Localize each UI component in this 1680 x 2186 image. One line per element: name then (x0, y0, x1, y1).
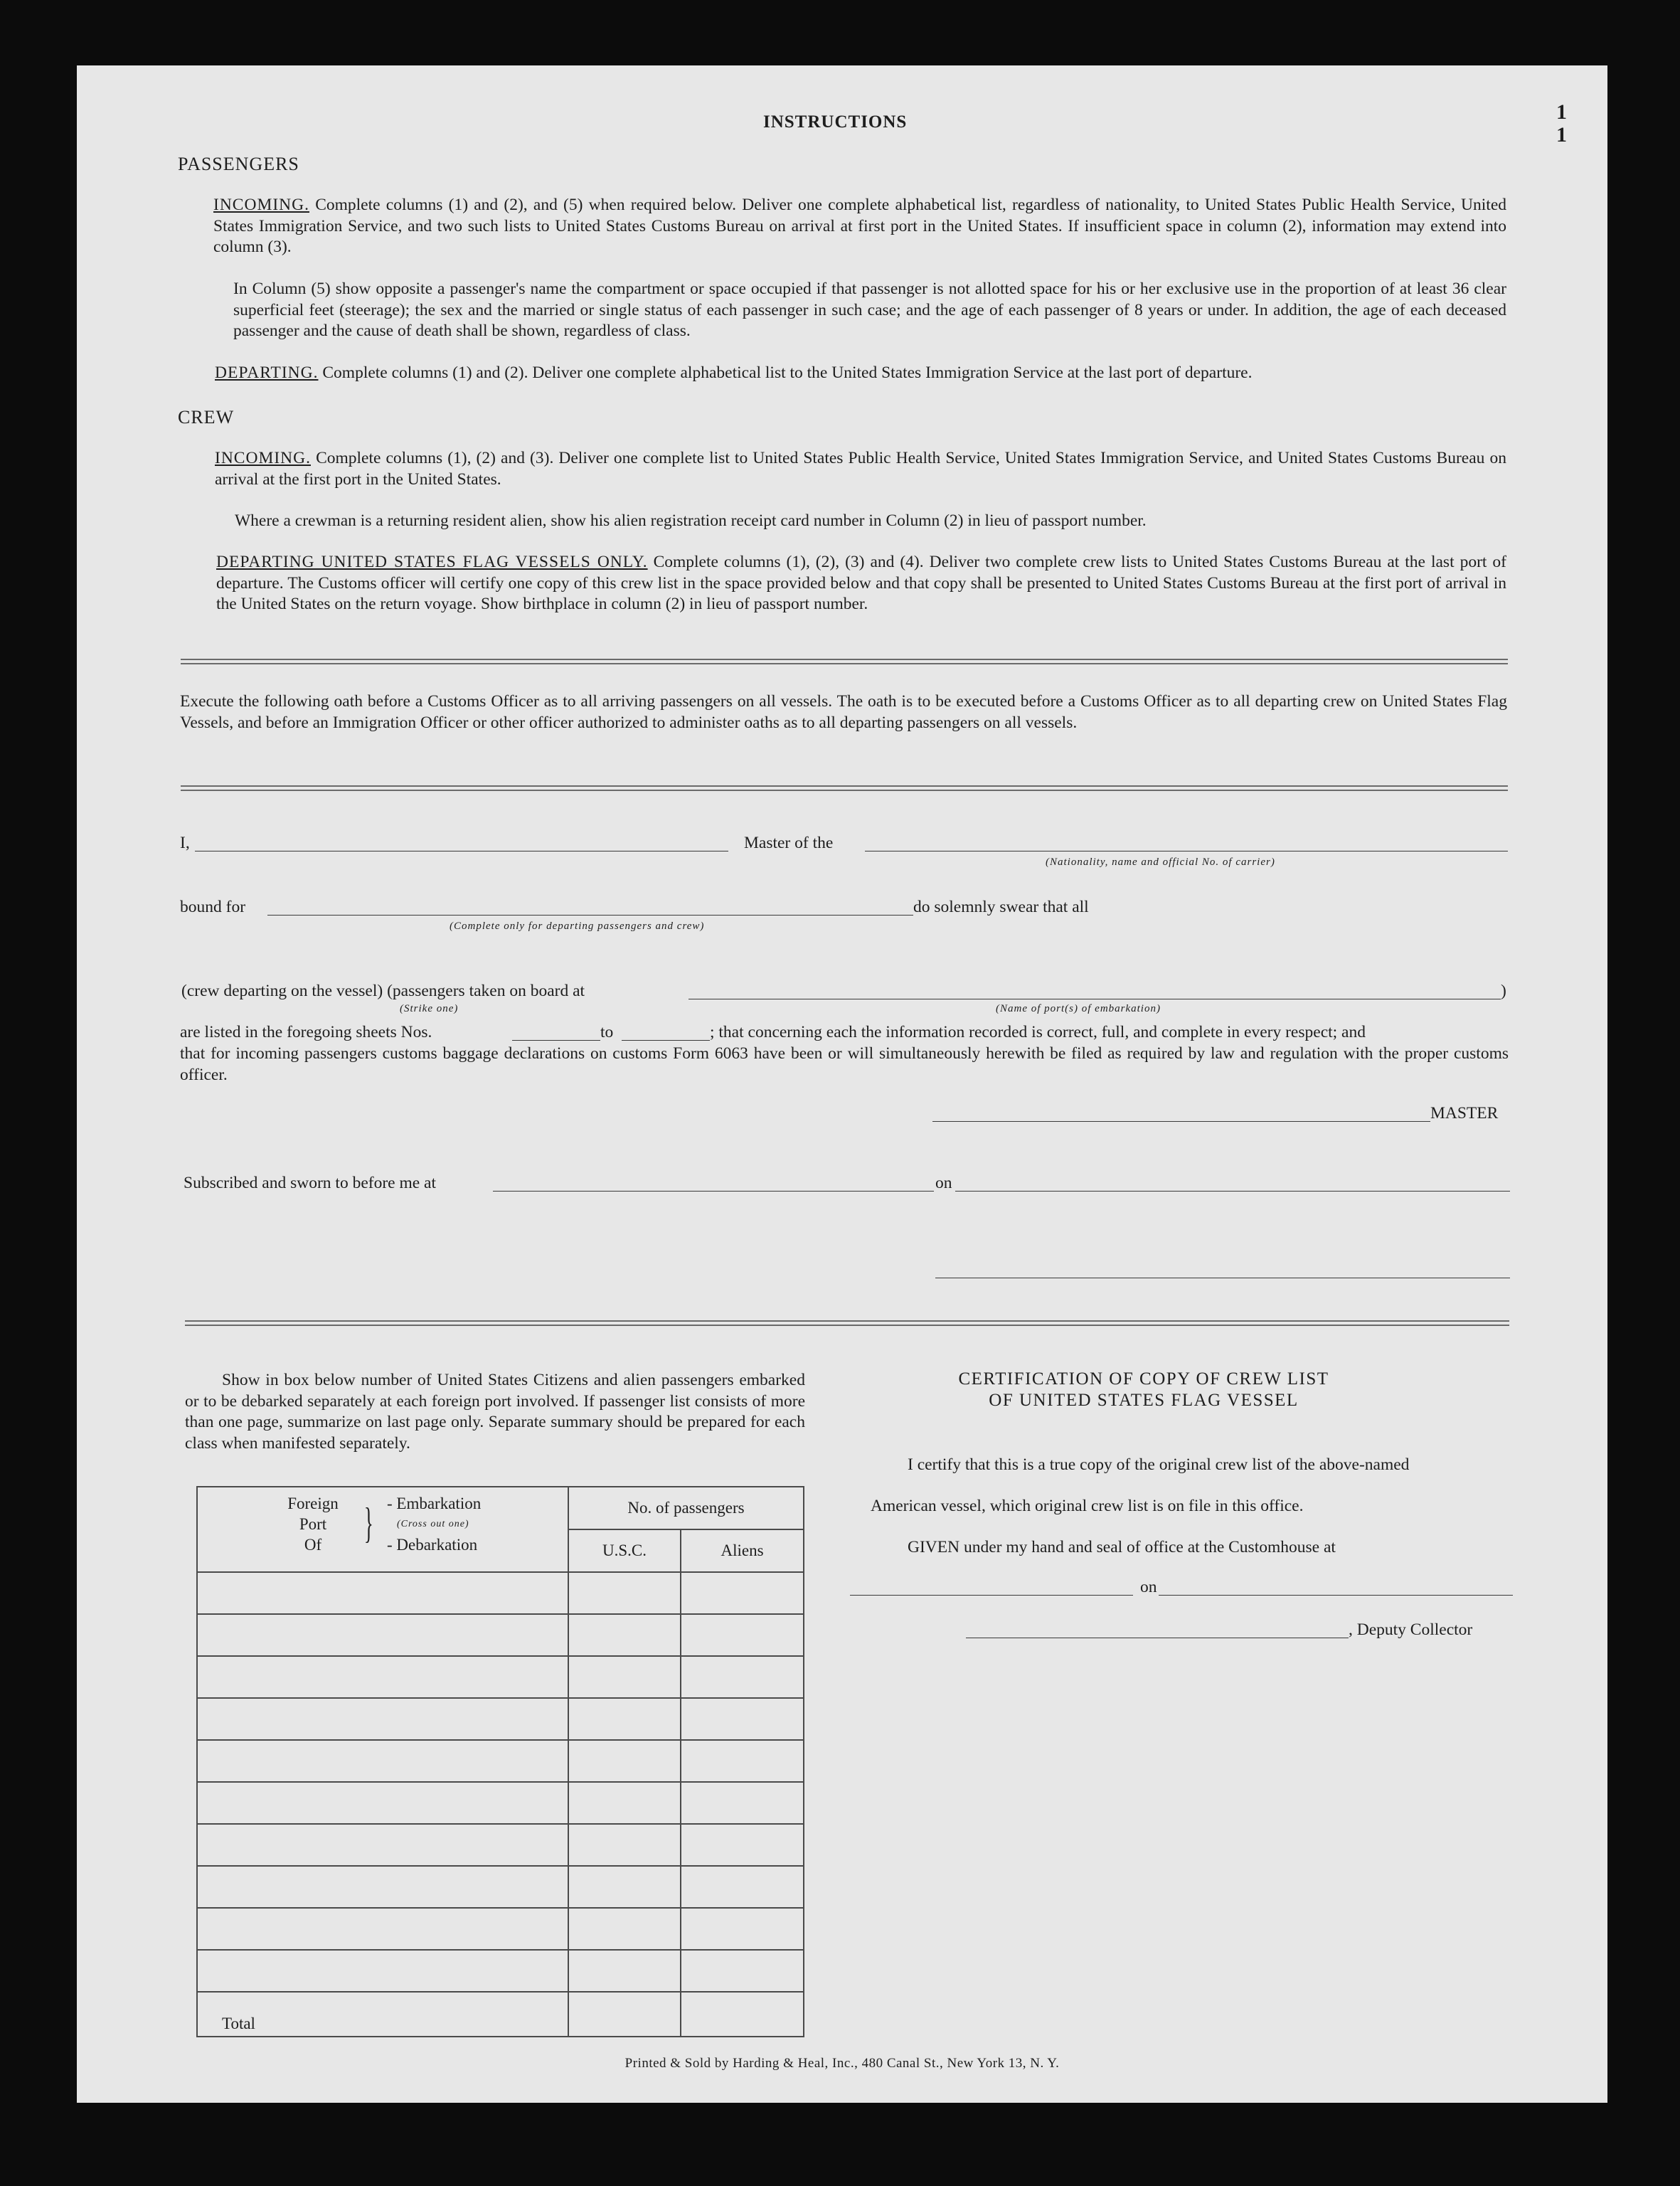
passenger-summary-table (196, 1486, 804, 2037)
listed-to-label: to (600, 1023, 614, 1041)
certify-line1: I certify that this is a true copy of the original crew list of the above-named (908, 1455, 1410, 1474)
cert-on-label: on (1140, 1578, 1157, 1596)
sworn-date-field[interactable] (955, 1191, 1510, 1192)
total-label: Total (197, 1992, 568, 2037)
port-header-cell (197, 1487, 568, 1572)
foreign-label: Foreign (287, 1495, 339, 1512)
subscribed-label: Subscribed and sworn to before me at (184, 1174, 437, 1192)
passengers-departing-lead: DEPARTING. (215, 364, 319, 382)
table-row (197, 1908, 804, 1950)
table-row (197, 1740, 804, 1782)
passengers-departing-text: Complete columns (1) and (2). Deliver one complete alphabetical list to the United States Immigration Service at the last port of departure. (322, 364, 1253, 382)
sheet-from-field[interactable] (512, 1040, 600, 1041)
customhouse-field[interactable] (850, 1595, 1133, 1596)
passengers-heading: PASSENGERS (178, 154, 299, 174)
passengers-incoming-text: Complete columns (1) and (2), and (5) when required below. Deliver one complete alphabetical list, regardless of nationality, to United States Public Health Service, United States Immigration Service, and two such lists to United States Customs Bureau on arrival at first port in the United States. If insufficient space in column (2), information may extend into column (3). (213, 196, 1506, 256)
debarkation-label: - Debarkation (387, 1536, 478, 1554)
certification-title-line2: OF UNITED STATES FLAG VESSEL (989, 1391, 1299, 1410)
table-row (197, 1572, 804, 1614)
summary-paragraph: Show in box below number of United States Citizens and alien passengers embarked or to be debarked separately at each foreign port involved. If passenger list consists of more than one page, summarize on last page only. Separate summary should be prepared for each class when manifested separately. (185, 1371, 805, 1453)
bound-for-field[interactable] (267, 915, 913, 916)
total-row (197, 1992, 804, 2037)
table-row (197, 1698, 804, 1740)
oath-i-label: I, (180, 834, 190, 852)
carrier-caption: (Nationality, name and official No. of carrier) (1046, 856, 1275, 868)
crew-passengers-text: (crew departing on the vessel) (passengers taken on board at (181, 982, 585, 1000)
listed-text-a: are listed in the foregoing sheets Nos. (180, 1023, 432, 1041)
close-paren: ) (1501, 982, 1506, 1000)
crew-returning-paragraph: Where a crewman is a returning resident alien, show his alien registration receipt card number in Column (2) in lieu of passport number. (235, 511, 1147, 530)
certify-line2: American vessel, which original crew list is on file in this office. (871, 1497, 1304, 1515)
divider (185, 1320, 1509, 1326)
crew-heading: CREW (178, 407, 235, 428)
crew-departing-paragraph (216, 552, 1506, 615)
divider (181, 659, 1508, 664)
listed-text-b: ; that concerning each the information recorded is correct, full, and complete in every respect; and (710, 1023, 1366, 1041)
listed-text-c: that for incoming passengers customs baggage declarations on customs Form 6063 have been or will simultaneously herewith be filed as required by law and regulation with the proper customs officer. (180, 1044, 1509, 1084)
bound-for-caption: (Complete only for departing passengers and crew) (450, 920, 705, 932)
sworn-place-field[interactable] (493, 1191, 934, 1192)
strike-caption: (Strike one) (400, 1003, 459, 1014)
crew-incoming-lead: INCOMING. (215, 449, 311, 467)
table-row (197, 1782, 804, 1824)
cross-out-caption: (Cross out one) (397, 1519, 469, 1529)
passengers-incoming-lead: INCOMING. (213, 196, 309, 214)
of-label: Of (304, 1536, 322, 1554)
passengers-column5-paragraph: In Column (5) show opposite a passenger's name the compartment or space occupied if that passenger is not allotted space for his or her exclusive use in the proportion of at least 36 clear superficial feet (steerage); the sex and the married or single status of each passenger in such case; and the age of each passenger of 8 years or under. In addition, the age of each deceased passenger and the cause of death shall be shown, regardless of class. (233, 280, 1506, 340)
brace-icon: } (363, 1500, 373, 1546)
crew-departing-lead: DEPARTING UNITED STATES FLAG VESSELS ONLY. (216, 553, 648, 571)
cert-date-field[interactable] (1159, 1595, 1513, 1596)
swear-text: do solemnly swear that all (913, 898, 1089, 916)
divider (181, 785, 1508, 791)
table-row (197, 1614, 804, 1656)
deputy-collector-label: , Deputy Collector (1349, 1620, 1473, 1639)
oath-intro-paragraph: Execute the following oath before a Customs Officer as to all arriving passengers on all vessels. The oath is to be executed before a Customs Officer as to all departing crew on United States Flag Vessels, and before an Immigration Officer or other officer authorized to administer oaths as to all departing passengers on all vessels. (180, 692, 1507, 732)
master-signature-field[interactable] (932, 1121, 1430, 1122)
no-passengers-header: No. of passengers (568, 1487, 804, 1529)
crew-departing-text: Complete columns (1), (2), (3) and (4). Deliver two complete crew lists to United States Customs Bureau at the last port of departure. The Customs officer will certify one copy of this crew list in the space provided below and that copy shall be presented to United States Customs Bureau at the first port of arrival in the United States on the return voyage. Show birthplace in column (2) in lieu of passport number. (216, 553, 1506, 613)
certification-title (845, 1369, 1442, 1411)
sheet-to-field[interactable] (622, 1040, 710, 1041)
printer-footer: Printed & Sold by Harding & Heal, Inc., 480 Canal St., New York 13, N. Y. (624, 2056, 1060, 2071)
bound-for-label: bound for (180, 898, 246, 916)
master-of-label: Master of the (744, 834, 834, 852)
table-row (197, 1950, 804, 1992)
crew-incoming-paragraph (215, 448, 1506, 490)
usc-header: U.S.C. (568, 1529, 681, 1572)
crew-incoming-text: Complete columns (1), (2) and (3). Deliver one complete list to United States Public Health Service, United States Immigration Service, and United States Customs Bureau on arrival at the first port in the United States. (215, 449, 1506, 489)
table-row (197, 1656, 804, 1698)
instructions-title: INSTRUCTIONS (763, 112, 908, 132)
given-text: GIVEN under my hand and seal of office at the Customhouse at (908, 1538, 1336, 1556)
table-row (197, 1866, 804, 1908)
master-label: MASTER (1430, 1104, 1499, 1123)
form-page (77, 65, 1607, 2103)
passengers-incoming-paragraph (213, 195, 1506, 258)
table-row (197, 1824, 804, 1866)
aliens-header: Aliens (681, 1529, 804, 1572)
sworn-on-label: on (935, 1174, 952, 1192)
port-label: Port (299, 1515, 327, 1533)
embarkation-label: - Embarkation (387, 1495, 482, 1512)
passengers-departing-paragraph (215, 363, 1506, 384)
margin-marks: 1 1 (1556, 100, 1568, 147)
certification-title-line1: CERTIFICATION OF COPY OF CREW LIST (958, 1369, 1329, 1389)
ports-caption: (Name of port(s) of embarkation) (996, 1003, 1161, 1014)
